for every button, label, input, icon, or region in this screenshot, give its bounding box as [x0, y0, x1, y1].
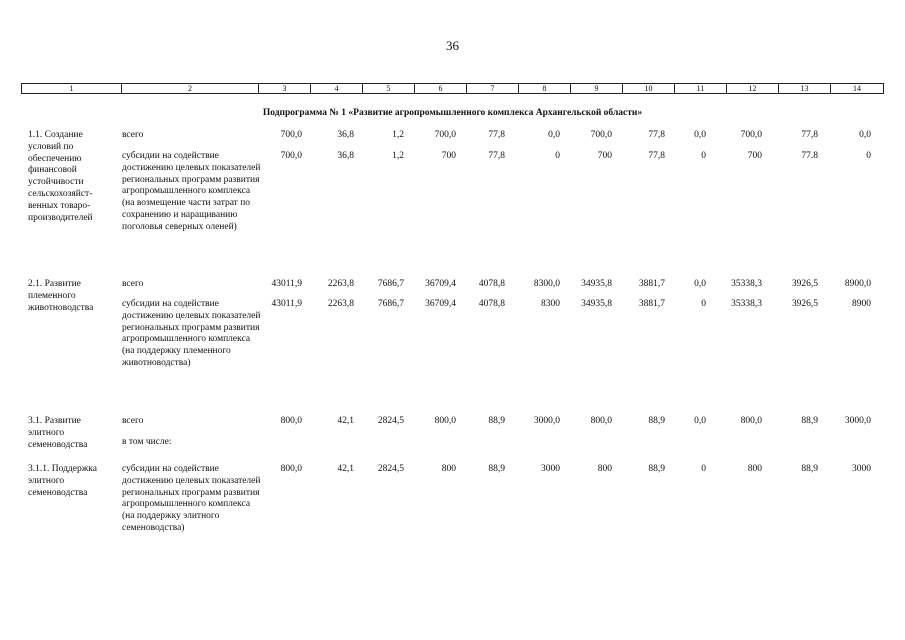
column-header: 5 — [363, 84, 415, 94]
row-line-label: субсидии на содействие достижению целевых показателей региональных программ развития агропромышленного комплекса (на возмещение части затрат по сохранению и наращиванию поголовья северных оленей) — [122, 151, 261, 232]
value-cell: 3000,0 — [844, 416, 871, 426]
value-cell: 8300 — [541, 299, 560, 309]
value-cell: 2263,8 — [327, 279, 354, 289]
value-cell: 3000,0 — [533, 416, 560, 426]
row-line-label: субсидии на содействие достижению целевых показателей региональных программ развития агропромышленного комплекса (на поддержку племенного животноводства) — [122, 299, 261, 368]
column-header: 2 — [122, 84, 259, 94]
value-cell: 34935,8 — [581, 299, 612, 309]
value-cell: 800 — [441, 464, 456, 474]
column-header: 4 — [311, 84, 363, 94]
value-cell: 34935,8 — [581, 279, 612, 289]
value-cell: 42,1 — [337, 464, 354, 474]
value-cell: 8900 — [852, 299, 871, 309]
value-cell: 36,8 — [337, 151, 354, 161]
row-line-label: всего — [122, 416, 144, 426]
value-cell: 7686,7 — [377, 299, 404, 309]
value-cell: 36,8 — [337, 130, 354, 140]
value-cell: 3000 — [852, 464, 871, 474]
value-cell: 700,0 — [740, 130, 762, 140]
value-cell: 3881,7 — [638, 299, 665, 309]
page-number: 36 — [446, 38, 459, 53]
value-cell: 8900,0 — [844, 279, 871, 289]
row-name: 2.1. Развитие племенного животноводства — [28, 279, 94, 313]
value-cell: 88,9 — [488, 464, 505, 474]
value-cell: 88,9 — [648, 416, 665, 426]
column-header: 13 — [779, 84, 831, 94]
column-header: 3 — [259, 84, 311, 94]
value-cell: 4078,8 — [478, 299, 505, 309]
column-header: 14 — [831, 84, 884, 94]
value-cell: 700,0 — [590, 130, 612, 140]
column-header: 6 — [415, 84, 467, 94]
row-line-label: субсидии на содействие достижению целевых показателей региональных программ развития агропромышленного комплекса (на поддержку элитного семеноводства) — [122, 464, 261, 533]
value-cell: 0 — [701, 464, 706, 474]
value-cell: 77,8 — [648, 151, 665, 161]
value-cell: 3926,5 — [791, 299, 818, 309]
row-name: 3.1.1. Поддержка элитного семеноводства — [28, 464, 97, 498]
value-cell: 43011,9 — [271, 279, 302, 289]
row-line-label: всего — [122, 279, 144, 289]
value-cell: 43011,9 — [271, 299, 302, 309]
column-header: 1 — [22, 84, 122, 94]
column-header-row — [22, 84, 884, 94]
value-cell: 77,8 — [801, 130, 818, 140]
value-cell: 0,0 — [694, 279, 706, 289]
value-cell: 700,0 — [434, 130, 456, 140]
value-cell: 700 — [597, 151, 612, 161]
value-cell: 35338,3 — [731, 299, 762, 309]
row-line-label: всего — [122, 130, 144, 140]
value-cell: 88,9 — [801, 464, 818, 474]
value-cell: 7686,7 — [377, 279, 404, 289]
value-cell: 0,0 — [548, 130, 560, 140]
value-cell: 800 — [597, 464, 612, 474]
value-cell: 800,0 — [280, 416, 302, 426]
column-header: 12 — [727, 84, 779, 94]
column-header-table — [21, 83, 884, 94]
value-cell: 800 — [747, 464, 762, 474]
column-header: 7 — [467, 84, 519, 94]
value-cell: 36709,4 — [425, 279, 456, 289]
value-cell: 77.8 — [801, 151, 818, 161]
value-cell: 36709,4 — [425, 299, 456, 309]
value-cell: 35338,3 — [731, 279, 762, 289]
value-cell: 77,8 — [648, 130, 665, 140]
value-cell: 2824,5 — [377, 464, 404, 474]
value-cell: 0 — [866, 151, 871, 161]
value-cell: 42,1 — [337, 416, 354, 426]
value-cell: 2263,8 — [327, 299, 354, 309]
value-cell: 0 — [701, 299, 706, 309]
value-cell: 700,0 — [280, 151, 302, 161]
value-cell: 3000 — [541, 464, 560, 474]
value-cell: 0,0 — [859, 130, 871, 140]
value-cell: 2824,5 — [377, 416, 404, 426]
value-cell: 1,2 — [392, 130, 404, 140]
column-header: 10 — [623, 84, 675, 94]
value-cell: 0 — [555, 151, 560, 161]
value-cell: 800,0 — [280, 464, 302, 474]
row-name: 1.1. Создание условий по обеспечению финансовой устойчивости сельскохозяйст-венных товаро-производителей — [28, 130, 93, 223]
value-cell: 8300,0 — [533, 279, 560, 289]
value-cell: 800,0 — [590, 416, 612, 426]
value-cell: 700,0 — [280, 130, 302, 140]
value-cell: 4078,8 — [478, 279, 505, 289]
value-cell: 88,9 — [801, 416, 818, 426]
value-cell: 700 — [747, 151, 762, 161]
value-cell: 88,9 — [648, 464, 665, 474]
value-cell: 77,8 — [488, 130, 505, 140]
value-cell: 1,2 — [392, 151, 404, 161]
value-cell: 0,0 — [694, 130, 706, 140]
value-cell: 3926,5 — [791, 279, 818, 289]
row-name: 3.1. Развитие элитного семеноводства — [28, 416, 88, 450]
column-header: 9 — [571, 84, 623, 94]
value-cell: 800,0 — [740, 416, 762, 426]
column-header: 11 — [675, 84, 727, 94]
value-cell: 700 — [441, 151, 456, 161]
column-header: 8 — [519, 84, 571, 94]
value-cell: 800,0 — [434, 416, 456, 426]
value-cell: 88,9 — [488, 416, 505, 426]
row-line-label: в том числе: — [122, 437, 172, 447]
value-cell: 77,8 — [488, 151, 505, 161]
value-cell: 0 — [701, 151, 706, 161]
subprogram-title: Подпрограмма № 1 «Развитие агропромышленного комплекса Архангельской области» — [262, 108, 643, 118]
value-cell: 3881,7 — [638, 279, 665, 289]
value-cell: 0,0 — [694, 416, 706, 426]
